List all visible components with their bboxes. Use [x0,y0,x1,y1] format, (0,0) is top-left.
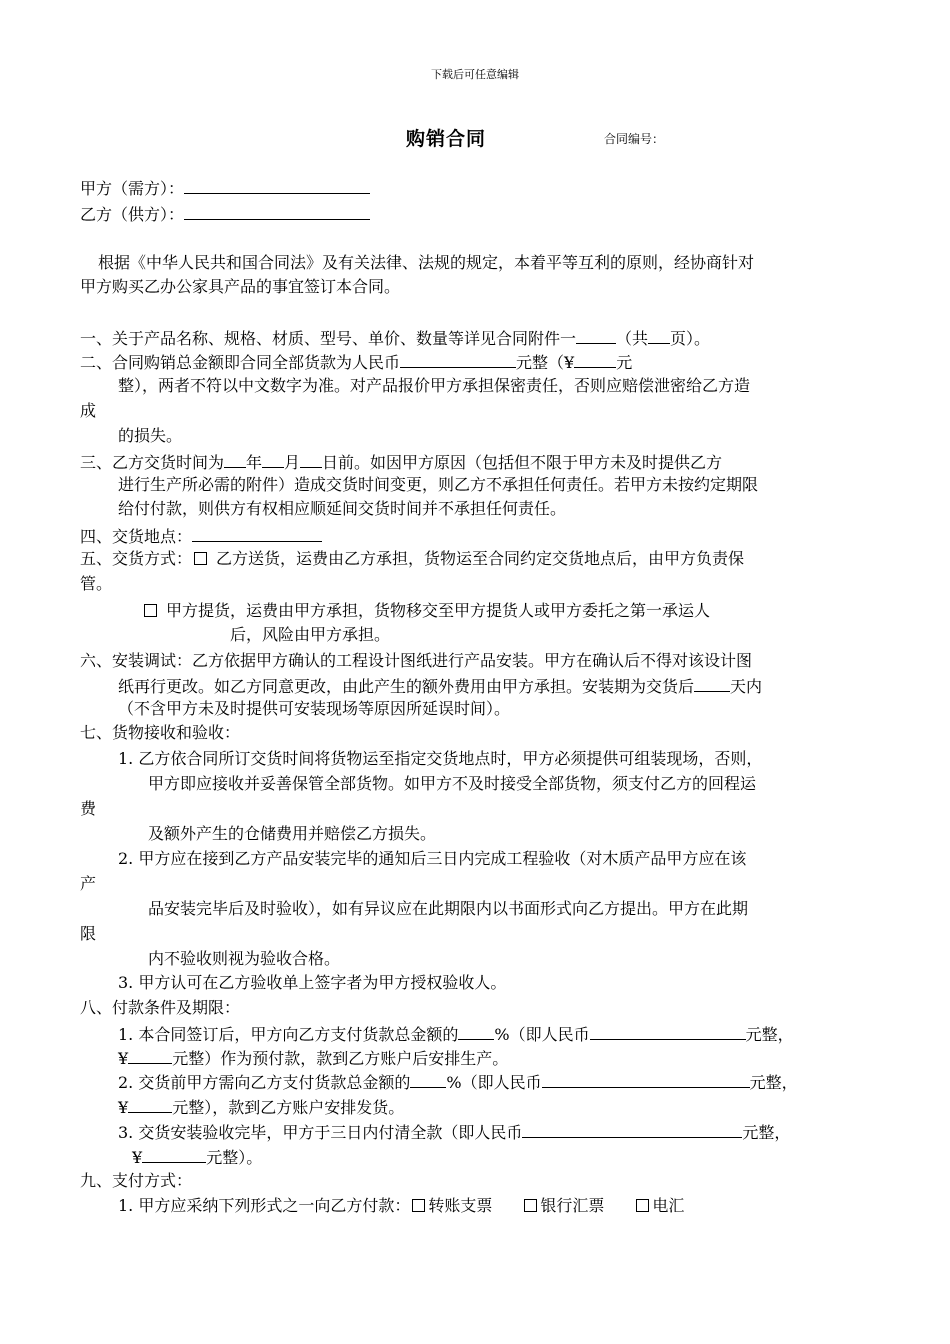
predelivery-rmb-label: %（即人民币 [446,1073,542,1092]
transfer-check-checkbox[interactable] [412,1199,425,1212]
supplier-delivery-checkbox[interactable] [194,552,207,565]
section-2-line-4: 的损失。 [118,426,183,445]
section-3-line-2: 进行生产所必需的附件）造成交货时间变更，则乙方不承担任何责任。若甲方未按约定期限 [118,475,759,494]
transfer-check-label: 转账支票 [428,1196,493,1215]
section-5-line-4: 后，风险由甲方承担。 [230,625,391,644]
final-yuan-label: 元整， [742,1123,791,1142]
section-2 [80,350,632,374]
party-b-blank [184,202,370,220]
page-title: 购销合同 [406,128,487,150]
delivery-place-label: 四、交货地点： [80,527,193,546]
header-note: 下载后可任意编辑 [431,68,519,81]
contract-number-label: 合同编号： [604,132,665,146]
buyer-pickup-checkbox[interactable] [144,604,157,617]
prepay-yuan-label: 元整， [745,1025,794,1044]
section-4 [80,524,322,548]
section-2-yuan: 元 [616,353,633,372]
predelivery-yen-symbol: ¥ [118,1098,129,1117]
section-2-yuan-label: 元整（¥ [516,353,575,372]
payment-method-text: 1. 甲方应采纳下列形式之一向乙方付款： [118,1196,411,1215]
month-blank [262,450,284,468]
month-label: 月 [284,453,301,472]
predelivery-tail: 元整），款到乙方账户安排发货。 [172,1098,405,1117]
year-label: 年 [246,453,263,472]
section-7-item-2-line-3: 品安装完毕后及时验收），如有异议应在此期限内以书面形式向乙方提出。甲方在此期 [148,899,749,918]
buyer-pickup-text: 甲方提货，运费由甲方承担，货物移交至甲方提货人或甲方委托之第一承运人 [166,601,711,620]
section-8: 八、付款条件及期限： [80,998,241,1017]
total-yen-blank [574,350,616,368]
predelivery-percent-blank [410,1070,446,1088]
prepay-rmb-blank [590,1022,746,1040]
bank-draft-checkbox[interactable] [524,1199,537,1212]
section-7-item-2-line-2: 产 [80,874,97,893]
predelivery-yuan-label: 元整， [749,1073,798,1092]
prepay-rmb-label: %（即人民币 [494,1025,590,1044]
section-8-item-2-line-2 [118,1095,404,1119]
section-1-end: 页）。 [670,329,711,348]
supplier-delivery-text: 乙方送货，运费由乙方承担，货物运至合同约定交货地点后，由甲方负责保 [216,549,745,568]
section-9-item-1 [118,1195,684,1217]
section-3-line-3: 给付付款，则供方有权相应顺延间交货时间并不承担任何责任。 [118,499,567,518]
section-8-item-3-text: 3. 交货安装验收完毕，甲方于三日内付清全款（即人民币 [118,1123,523,1142]
party-b-line [80,202,370,226]
annex-blank [576,326,616,344]
section-7-item-2-line-5: 内不验收则视为验收合格。 [148,949,341,968]
final-yen-blank [142,1145,206,1163]
day-blank [300,450,322,468]
section-2-line-3: 成 [80,401,97,420]
final-rmb-blank [522,1120,742,1138]
section-8-item-1 [118,1022,794,1046]
section-3 [80,450,722,474]
party-a-blank [184,176,370,194]
predelivery-yen-blank [128,1095,172,1113]
section-7: 七、货物接收和验收： [80,723,241,742]
section-6: 六、安装调试：乙方依据甲方确认的工程设计图纸进行产品安装。甲方在确认后不得对该设计图 [80,651,753,670]
section-6-line-2 [118,674,762,698]
section-1 [80,326,710,350]
final-tail: 元整）。 [206,1148,263,1167]
prepay-percent-blank [458,1022,494,1040]
section-3-text-rest: 日前。如因甲方原因（包括但不限于甲方未及时提供乙方 [322,453,723,472]
section-8-item-3 [118,1120,790,1144]
year-blank [224,450,246,468]
section-3-text: 三、乙方交货时间为 [80,453,225,472]
section-6-text: 纸再行更改。如乙方同意更改，由此产生的额外费用由甲方承担。安装期为交货后 [118,677,695,696]
total-rmb-blank [400,350,516,368]
days-label: 天内 [730,677,763,696]
predelivery-rmb-blank [542,1070,750,1088]
final-yen-symbol: ¥ [132,1148,143,1167]
section-7-item-2: 2. 甲方应在接到乙方产品安装完毕的通知后三日内完成工程验收（对木质产品甲方应在该 [118,849,747,868]
wire-transfer-label: 电汇 [652,1196,685,1215]
party-b-label: 乙方（供方）： [80,205,185,224]
section-7-item-1: 1. 乙方依合同所订交货时间将货物运至指定交货地点时，甲方必须提供可组装现场，否则， [118,749,763,768]
section-7-item-2-line-4: 限 [80,924,97,943]
section-7-item-1-line-4: 及额外产生的仓储费用并赔偿乙方损失。 [148,824,437,843]
party-a-label: 甲方（需方）： [80,179,185,198]
pages-blank [648,326,670,344]
prepay-tail: 元整）作为预付款，款到乙方账户后安排生产。 [172,1049,509,1068]
section-8-item-2-text: 2. 交货前甲方需向乙方支付货款总金额的 [118,1073,411,1092]
section-2-text: 二、合同购销总金额即合同全部货款为人民币 [80,353,401,372]
section-2-line-2: 整），两者不符以中文数字为准。对产品报价甲方承担保密责任，否则应赔偿泄密给乙方造 [118,376,751,395]
section-9: 九、支付方式： [80,1171,193,1190]
section-6-line-3: （不含甲方未及时提供可安装现场等原因所延误时间）。 [118,699,511,718]
intro-line-2: 甲方购买乙办公家具产品的事宜签订本合同。 [80,277,401,296]
section-8-item-3-line-2 [132,1145,262,1169]
section-8-item-1-text: 1. 本合同签订后，甲方向乙方支付货款总金额的 [118,1025,459,1044]
section-1-pages-label: （共 [616,329,649,348]
prepay-yen-blank [128,1046,172,1064]
install-days-blank [694,674,730,692]
section-5 [80,548,744,570]
section-5-line-2: 管。 [80,574,113,593]
section-7-item-1-line-2: 甲方即应接收并妥善保管全部货物。如甲方不及时接受全部货物，须支付乙方的回程运 [148,774,757,793]
intro-line-1: 根据《中华人民共和国合同法》及有关法律、法规的规定，本着平等互利的原则，经协商针对 [98,253,755,272]
bank-draft-label: 银行汇票 [540,1196,605,1215]
delivery-place-blank [192,524,322,542]
party-a-line [80,176,370,200]
section-7-item-1-line-3: 费 [80,799,97,818]
section-5-line-3 [142,600,710,622]
section-7-item-3: 3. 甲方认可在乙方验收单上签字者为甲方授权验收人。 [118,973,507,992]
section-8-item-2 [118,1070,798,1094]
prepay-yen-symbol: ¥ [118,1049,129,1068]
section-1-text: 一、关于产品名称、规格、材质、型号、单价、数量等详见合同附件一 [80,329,577,348]
wire-transfer-checkbox[interactable] [636,1199,649,1212]
section-8-item-1-line-2 [118,1046,508,1070]
delivery-method-label: 五、交货方式： [80,549,193,568]
